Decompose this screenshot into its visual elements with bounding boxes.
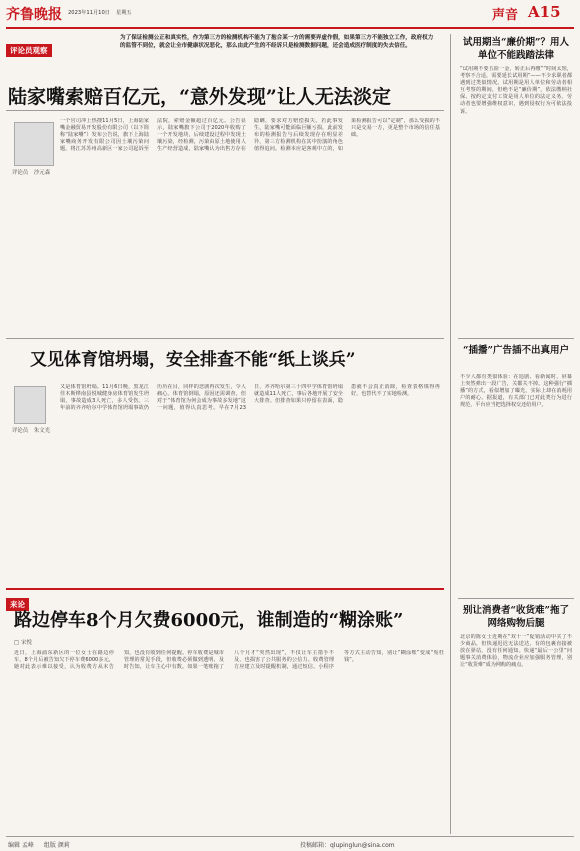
editorial-tag-label: 评论员观察 (6, 44, 52, 57)
sidebar-item1-body: “试用期不要五险一金，转正后再缴”“时间太短，考察不合适，需要延长试用期”——不少求职者都遇到过类似情况。试用期是用人单位和劳动者相互考察的期间，但绝不是“廉价期”，依法缴纳社保、按约定支付工资是用人单位的法定义务。劳动者也要增强维权意识，遇到侵权行为可依法投诉。 (460, 66, 572, 115)
footer-editor: 编辑 孟峰 (8, 842, 34, 849)
story1-body: 一个官司冲上热搜11月5日，上海陆家嘴金融贸易开发股份有限公司（以下简称“陆家嘴”）发布公告说，旗下上海陆家嘴商务开发有限公司因土壤污染问题，将江苏苏州高新区一家公司起诉至法院，索赔金额超过百亿元。公告显示，陆家嘴旗下公司于2020年收购了一个开发地块，后续建设过程中发现土壤污染，经检测，污染由原土地使用人生产经营造成，陆家嘴认为出售方存在隐瞒，要求对方赔偿损失。若此事发生，陆家嘴可能面临巨额亏损，此前发布的检测报告与后续发现存在明显差异，第三方检测机构在其中扮演的角色值得追问。检测本应是客观中立的，如果检测报告可以“定制”，那么受损的不只是交易一方，更是整个市场的信任基础。 (60, 118, 440, 153)
masthead-rule (6, 27, 574, 29)
sidebar-rule1 (458, 338, 574, 339)
story2-author-label: 评论员 (12, 428, 29, 434)
story3-author: 宋悦 (21, 640, 32, 646)
sidebar-item3-title: 别让消费者“收货难”拖了网络购物后腿 (463, 605, 569, 629)
story3-tag-label: 来论 (6, 598, 29, 611)
story1-byline (12, 168, 50, 176)
sidebar-item2-title: “插播”广告插不出真用户 (463, 345, 569, 356)
story3-byline: □ 宋悦 (14, 640, 32, 646)
story2-title: 又见体育馆坍塌，安全排查不能“纸上谈兵” (30, 350, 356, 370)
sidebar-divider (450, 34, 451, 834)
sidebar-item1-title: 试用期当“廉价期”？用人单位不能践踏法律 (463, 37, 569, 61)
masthead (6, 4, 574, 26)
footer-design: 组版 颜莉 (43, 842, 70, 849)
sidebar-item3-body: 北京的陈女士近期在“双十一”促销活动中买了不少商品，但快递迟迟无法送达，有的包裹直接被放在驿站，没有任何通知。快递“最后一公里”问题事关消费体验，物流企业应加强服务管理，别让“收货难”成为网购的痛点。 (460, 634, 572, 669)
editorial-deck: 为了保证检测公正和真实性，作为第三方的检测机构不能为了抱合某一方的需要弄虚作假，如果第三方不能独立工作，政府权力的监管不到位，就会让全市健康状况恶化，那么由此产生的不经诉只是检测数据问题，还会造成医疗制度的失去信任。 (120, 35, 434, 49)
footer-email: 投稿邮箱：qlupinglun@sina.com (300, 842, 395, 849)
sidebar-item2-body: 不少人都有类似体验：在追剧、看新闻时，屏幕上突然弹出一段广告，关都关不掉。这种强行“插播”的方式，看似增加了曝光，实际上却在消耗用户的耐心。据报道，有关部门已对此类行为进行规范，平台应当把选择权交还给用户。 (460, 374, 572, 409)
story3-rule-top (6, 588, 444, 590)
newspaper-logo: 齐鲁晚报 (6, 7, 62, 23)
story1-author: 沙元森 (33, 170, 51, 176)
story2-body: 又是体育馆坍塌。11月6日晚，黑龙江佳木斯桦南县悦城健身房体育馆发生坍塌，事故造成3人死亡，多人受伤。三年前的齐齐哈尔中学体育馆坍塌事故仍历历在目，同样的悲剧再次发生，令人痛心。体育馆倒塌，原因还需调查，但对于“体育馆为何会成为事故多发地”这一问题，值得认真思考。早在7月23日，齐齐哈尔第三十四中学体育馆坍塌就造成11人死亡，事后各地开展了安全大排查。但排查如果只停留在表面，隐患就不会真正消除，检查表格填得再好，也替代不了实地检测。 (60, 384, 440, 412)
author-photo-story2 (14, 386, 46, 424)
story3-body: 近日，上海浦东新区的一位女士在路边停车，8个月后被告知欠下停车费6000多元，她对此表示难以接受，认为收费方从未告知，也没有收到任何提醒。停车收费是城市管理的常见手段，但收费必须做到透明、及时告知，让车主心中有数。如果一笔账拖了八个月才“突然出现”，不仅让车主措手不及，也损害了公共服务的公信力。收费管理方应建立及时提醒机制，通过短信、小程序等方式主动告知，别让“糊涂账”变成“冤枉钱”。 (14, 650, 444, 671)
issue-date: 2023年11月10日 (68, 10, 110, 16)
sidebar-rule2 (458, 598, 574, 599)
issue-weekday: 星期五 (116, 10, 132, 16)
footer-credits (8, 840, 70, 849)
footer-rule (6, 836, 574, 837)
editorial-tag (6, 38, 52, 57)
author-photo-story1 (14, 122, 54, 166)
page-number: A15 (528, 3, 561, 21)
story1-title: 陆家嘴索赔百亿元，“意外发现”让人无法淡定 (8, 86, 391, 108)
story2-byline (12, 426, 50, 434)
story1-author-label: 评论员 (12, 170, 29, 176)
story1-rule (6, 110, 444, 111)
story3-title: 路边停车8个月欠费6000元，谁制造的“糊涂账” (14, 610, 404, 631)
section-name: 声音 (492, 8, 519, 23)
story2-author: 朱文光 (33, 428, 51, 434)
story2-rule-top (6, 338, 444, 339)
